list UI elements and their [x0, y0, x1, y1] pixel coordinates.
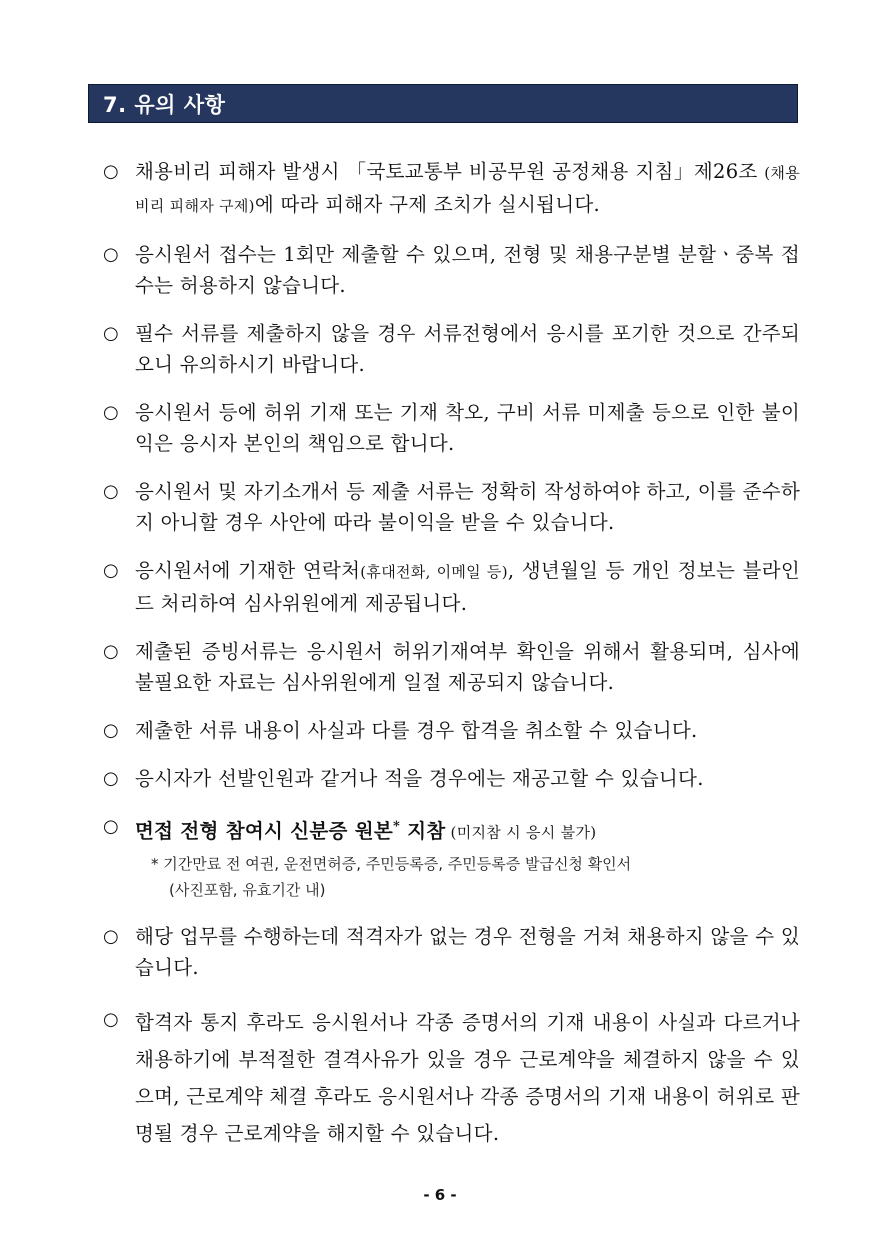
- list-item: [103, 476, 800, 538]
- list-item: [103, 811, 800, 903]
- item-text: 응시원서 및 자기소개서 등 제출 서류는 정확히 작성하여야 하고, 이를 준수하지 아니할 경우 사안에 따라 불이익을 받을 수 있습니다.: [135, 480, 800, 534]
- item-text-small: (미지참 시 응시 불가): [445, 823, 597, 842]
- bullet-icon: ○: [103, 641, 119, 662]
- bullet-icon: ○: [103, 720, 119, 741]
- section-header: [88, 84, 798, 123]
- list-item: [103, 1004, 800, 1152]
- section-title: 7. 유의 사항: [103, 92, 226, 117]
- item-text-small: (휴대전화, 이메일 등): [360, 563, 508, 581]
- item-text: 해당 업무를 수행하는데 적격자가 없는 경우 전형을 거쳐 채용하지 않을 수 있습니다.: [135, 924, 800, 979]
- footnote-star: *: [393, 819, 401, 834]
- item-text: 필수 서류를 제출하지 않을 경우 서류전형에서 응시를 포기한 것으로 간주되오니 유의하시기 바랍니다.: [135, 322, 800, 376]
- bullet-icon: ○: [103, 481, 119, 502]
- bullet-icon: ○: [103, 402, 119, 423]
- item-text: [135, 156, 800, 222]
- item-text: [135, 811, 800, 849]
- page-number: - 6 -: [423, 1186, 457, 1204]
- bullet-icon: ○: [103, 560, 119, 581]
- bullet-icon: ○: [103, 768, 119, 789]
- item-text: [135, 555, 800, 619]
- notice-list: [103, 156, 800, 1152]
- list-item: [103, 763, 800, 794]
- item-text-bold: 지참: [400, 819, 446, 843]
- item-text: 합격자 통지 후라도 응시원서나 각종 증명서의 기재 내용이 사실과 다르거나 채용하기에 부적절한 결격사유가 있을 경우 근로계약을 체결하지 않을 수 있으며, 근로계약 체결 후라도 응시원서나 각종 증명서의 기재 내용이 허위로 판명될 경우 근로계약을 해지할 수 있습니다.: [135, 1010, 800, 1145]
- bullet-icon: ○: [103, 1008, 119, 1030]
- list-item: [103, 239, 800, 301]
- footnote-line: * 기간만료 전 여권, 운전면허증, 주민등록증, 주민등록증 발급신청 확인서: [151, 854, 632, 873]
- bullet-icon: ○: [103, 161, 119, 182]
- item-text-small: (채용비리 피해자 구제): [135, 164, 800, 215]
- list-item: [103, 715, 800, 746]
- item-text: 응시원서 등에 허위 기재 또는 기재 착오, 구비 서류 미제출 등으로 인한 불이익은 응시자 본인의 책임으로 합니다.: [135, 401, 800, 455]
- item-text: 응시원서 접수는 1회만 제출할 수 있으며, 전형 및 채용구분별 분할ㆍ중복 접수는 허용하지 않습니다.: [135, 243, 800, 297]
- item-text-part: 응시원서에 기재한 연락처: [135, 559, 361, 582]
- bullet-icon: ○: [103, 816, 119, 837]
- list-item: [103, 921, 800, 983]
- bullet-icon: ○: [103, 244, 119, 265]
- item-text-part: 채용비리 피해자 발생시 「국토교통부 비공무원 공정채용 지침」제26조: [135, 160, 765, 183]
- list-item: [103, 397, 800, 459]
- footnote-line: (사진포함, 유효기간 내): [169, 880, 326, 899]
- list-item: [103, 555, 800, 619]
- bullet-icon: ○: [103, 323, 119, 344]
- list-item: [103, 636, 800, 698]
- item-body: [135, 811, 800, 903]
- item-text-part: , 생년월일 등 개인 정보는 블라인드 처리하여 심사위원에게 제공됩니다.: [135, 559, 800, 615]
- item-text-bold: 면접 전형 참여시 신분증 원본: [135, 819, 393, 843]
- footnote: [135, 851, 800, 903]
- bullet-icon: ○: [103, 925, 119, 947]
- item-text: 제출된 증빙서류는 응시원서 허위기재여부 확인을 위해서 활용되며, 심사에 불필요한 자료는 심사위원에게 일절 제공되지 않습니다.: [135, 640, 800, 694]
- item-text: 응시자가 선발인원과 같거나 적을 경우에는 재공고할 수 있습니다.: [135, 767, 704, 790]
- item-text-part: 에 따라 피해자 구제 조치가 실시됩니다.: [254, 193, 601, 216]
- item-text: 제출한 서류 내용이 사실과 다를 경우 합격을 취소할 수 있습니다.: [135, 719, 698, 742]
- list-item: [103, 156, 800, 222]
- list-item: [103, 318, 800, 380]
